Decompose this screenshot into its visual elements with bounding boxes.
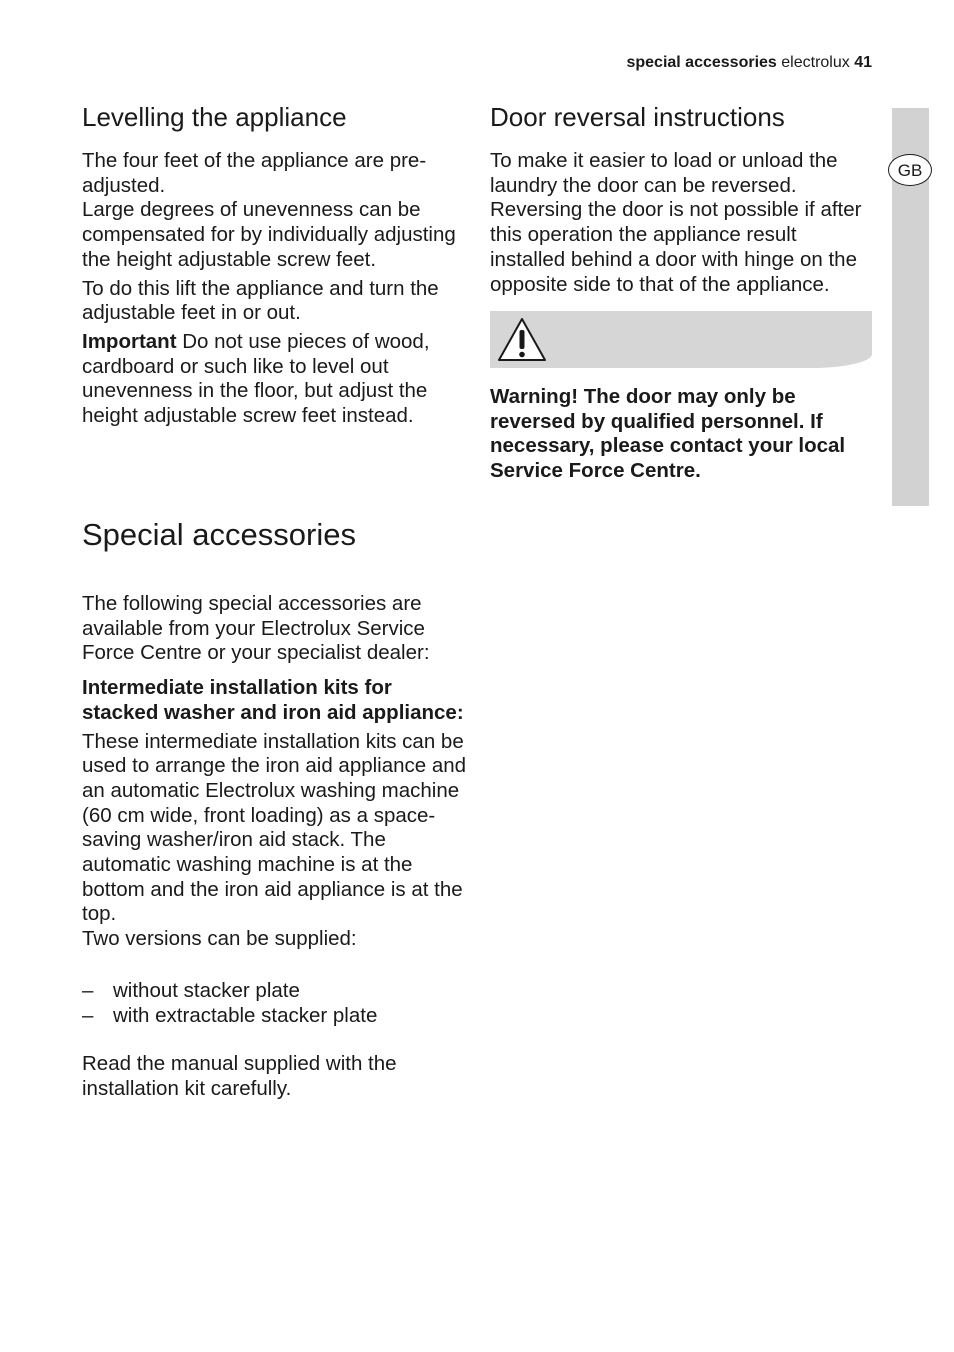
levelling-title: Levelling the appliance <box>82 102 347 132</box>
list-marker: – <box>82 1003 94 1027</box>
accessories-intro: The following special accessories are available from your Electrolux Service Force Centre or your specialist dealer: <box>82 592 430 665</box>
header-brand: electrolux <box>781 54 850 71</box>
warning-block <box>490 385 875 484</box>
levelling-p2: Large degrees of unevenness can be compensated for by individually adjusting the height adjustable screw feet. <box>82 198 456 271</box>
levelling-p3: To do this lift the appliance and turn the adjustable feet in or out. <box>82 276 439 325</box>
list-marker: – <box>82 978 94 1002</box>
page-number: 41 <box>854 54 872 71</box>
warning-triangle-icon <box>496 315 548 363</box>
language-tab: GB <box>888 154 932 186</box>
versions-list <box>82 979 467 1028</box>
accessories-body: These intermediate installation kits can be used to arrange the iron aid appliance and an automatic Electrolux washing machine (60 cm wide, front loading) as a space-saving washer/iron aid stack. The automatic washing machine is at the bottom and the iron aid appliance is at the top. <box>82 729 467 926</box>
warning-bar <box>490 311 872 368</box>
warning-text: Warning! The door may only be reversed by qualified personnel. If necessary, please contact your local Service Force Centre. <box>490 385 846 483</box>
levelling-section <box>82 101 467 429</box>
versions-intro: Two versions can be supplied: <box>82 927 357 951</box>
door-reversal-section <box>490 101 875 297</box>
list-item: – without stacker plate <box>82 978 300 1002</box>
special-accessories-section <box>82 516 467 1102</box>
header-section: special accessories <box>626 54 777 71</box>
levelling-p1: The four feet of the appliance are pre-adjusted. <box>82 149 427 197</box>
accessories-closing: Read the manual supplied with the installation kit carefully. <box>82 1052 397 1100</box>
special-accessories-title: Special accessories <box>82 517 356 552</box>
important-label: Important <box>82 329 177 353</box>
running-header <box>626 53 872 73</box>
accessories-subheading: Intermediate installation kits for stacked washer and iron aid appliance: <box>82 676 464 724</box>
important-text: Do not use pieces of wood, cardboard or such like to level out unevenness in the floor, but adjust the height adjustable screw feet instead. <box>82 329 430 428</box>
levelling-important <box>82 330 467 429</box>
door-reversal-title: Door reversal instructions <box>490 102 785 132</box>
door-reversal-p1: To make it easier to load or unload the laundry the door can be reversed. Reversing the door is not possible if after this operation the appliance result installed behind a door with hinge on the opposite side to that of the appliance. <box>490 149 862 296</box>
list-item: – with extractable stacker plate <box>82 1003 378 1027</box>
